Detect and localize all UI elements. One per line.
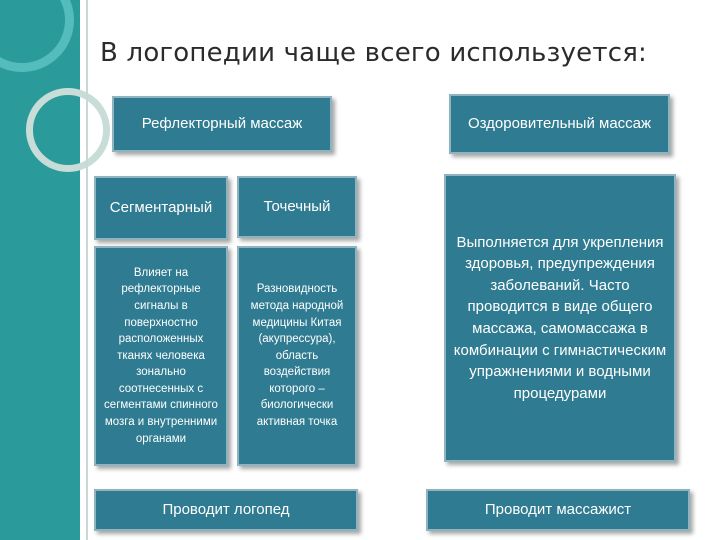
health-massage-box xyxy=(449,94,670,154)
slide-title: В логопедии чаще всего используется: xyxy=(100,38,648,68)
segmental-description: Влияет на рефлекторные сигналы в поверхностно расположенных тканях человека зонально соотнесенных с сегментами спинного мозга и внутренними органами xyxy=(104,266,218,445)
point-description: Разновидность метода народной медицины Китая (акупрессура), область воздействия которого – биологически активная точка xyxy=(250,283,344,429)
health-description: Выполняется для укрепления здоровья, предупреждения заболеваний. Часто проводится в виде общего массажа, самомассажа в комбинации с гимнастическим упражнениями и водными процедурами xyxy=(453,233,667,402)
reflex-massage-box xyxy=(112,96,332,152)
speech-therapist-label: Проводит логопед xyxy=(162,501,290,518)
decorative-ring xyxy=(26,88,110,172)
health-massage-label: Оздоровительный массаж xyxy=(467,115,652,132)
segmental-box xyxy=(94,176,228,240)
health-description-box xyxy=(444,174,676,462)
decorative-ring xyxy=(0,0,74,72)
decorative-sidebar xyxy=(0,0,80,540)
masseur-box xyxy=(426,489,690,531)
point-box xyxy=(237,176,357,238)
sidebar-divider xyxy=(86,0,88,540)
point-description-box xyxy=(237,246,357,466)
segmental-description-box xyxy=(94,246,228,466)
reflex-massage-label: Рефлекторный массаж xyxy=(141,115,303,132)
segmental-label: Сегментарный xyxy=(109,199,213,216)
speech-therapist-box xyxy=(94,489,358,531)
point-label: Точечный xyxy=(263,198,331,215)
masseur-label: Проводит массажист xyxy=(484,501,632,518)
